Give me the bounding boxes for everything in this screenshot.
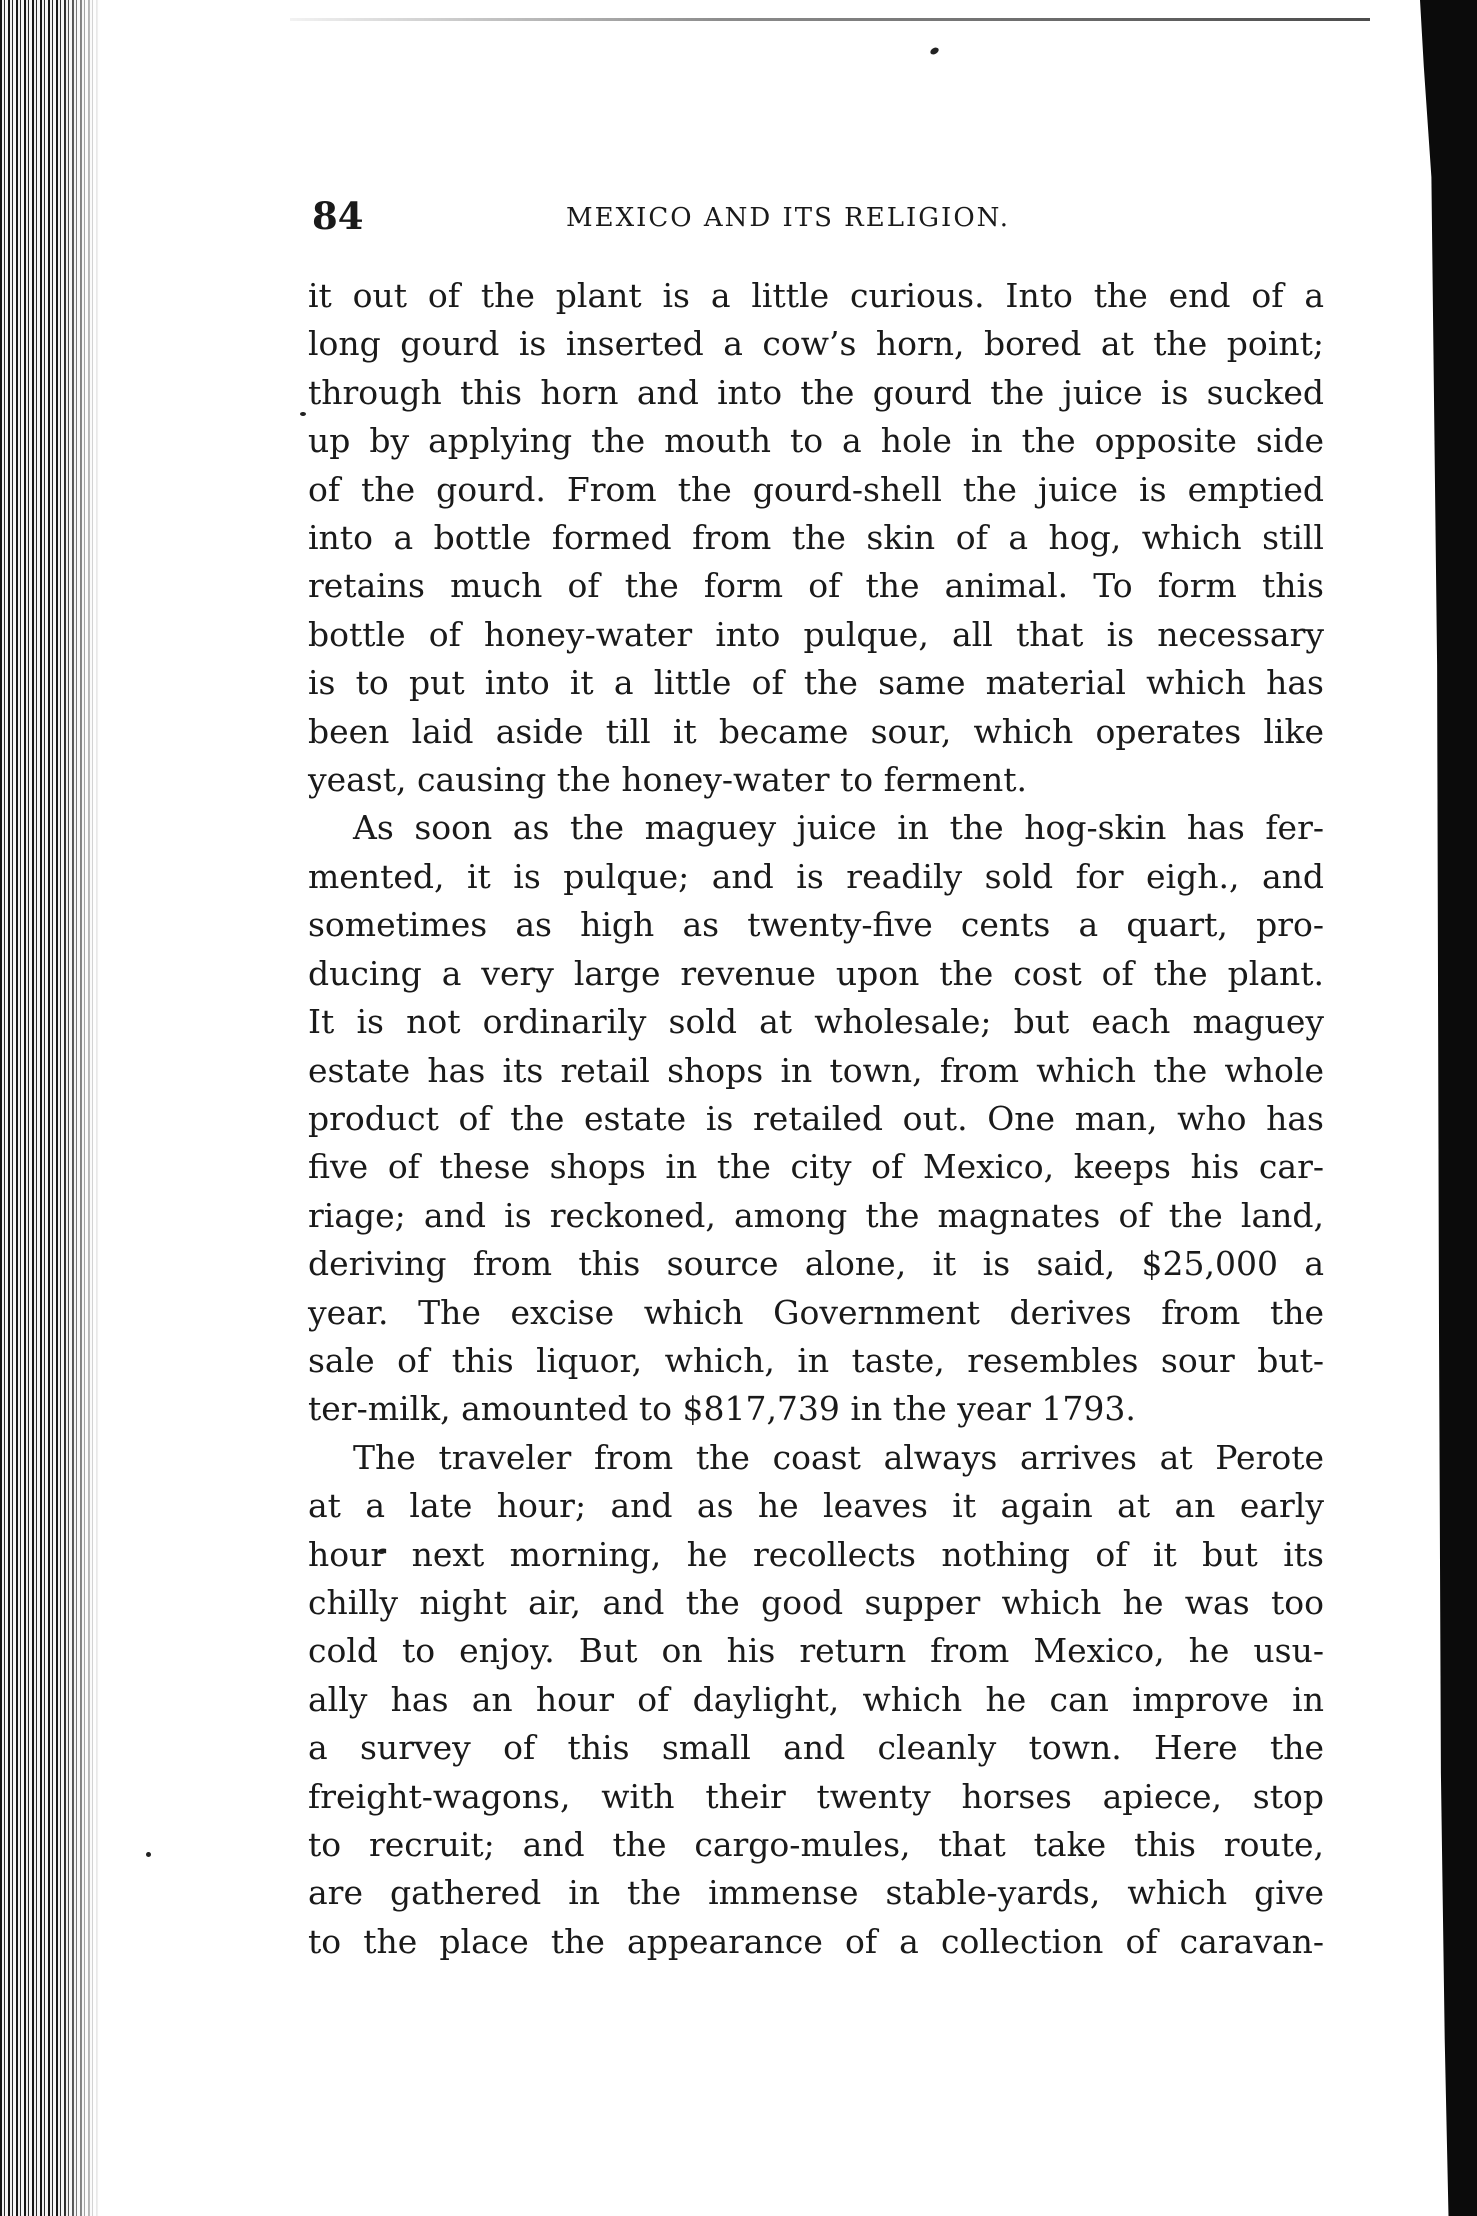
text-line: hour next morning, he recollects nothing of it but its — [308, 1534, 1324, 1574]
text-line: product of the estate is retailed out. One man, who has — [308, 1098, 1324, 1138]
text-line: five of these shops in the city of Mexico, keeps his car- — [308, 1147, 1324, 1187]
text-line: been laid aside till it became sour, which operates like — [308, 711, 1324, 751]
text-line: at a late hour; and as he leaves it again at an early — [308, 1486, 1324, 1526]
running-head: MEXICO AND ITS RELIGION. — [566, 203, 1010, 233]
text-line: riage; and is reckoned, among the magnates of the land, — [308, 1195, 1324, 1235]
ink-speck — [929, 46, 940, 56]
page-top-edge — [290, 18, 1370, 21]
text-line: it out of the plant is a little curious. Into the end of a — [308, 276, 1324, 315]
text-line: year. The excise which Government derives from the — [308, 1292, 1324, 1332]
text-line: retains much of the form of the animal. To form this — [308, 566, 1324, 606]
page-edge-shadow — [1382, 0, 1477, 2216]
page-number: 84 — [312, 194, 364, 238]
text-line: The traveler from the coast always arrives at Perote — [353, 1437, 1324, 1477]
text-line: It is not ordinarily sold at wholesale; but each maguey — [308, 1002, 1324, 1042]
text-line: bottle of honey-water into pulque, all that is necessary — [308, 614, 1324, 654]
text-line: deriving from this source alone, it is said, $25,000 a — [308, 1244, 1324, 1284]
page-header — [312, 190, 1322, 242]
text-line: sale of this liquor, which, in taste, resembles sour but- — [308, 1340, 1324, 1380]
text-line: ducing a very large revenue upon the cost of the plant. — [308, 953, 1324, 993]
book-binding-edge — [0, 0, 100, 2216]
text-line: yeast, causing the honey-water to ferment. — [308, 760, 1027, 800]
text-line: a survey of this small and cleanly town. Here the — [308, 1728, 1324, 1768]
text-line: sometimes as high as twenty-five cents a quart, pro- — [308, 905, 1324, 945]
body-text — [308, 272, 1324, 1966]
text-line: is to put into it a little of the same material which has — [308, 663, 1324, 703]
text-line: mented, it is pulque; and is readily sold for eigh., and — [308, 856, 1324, 896]
text-line: into a bottle formed from the skin of a hog, which still — [308, 518, 1324, 558]
text-line: chilly night air, and the good supper which he was too — [308, 1582, 1324, 1622]
text-line: up by applying the mouth to a hole in the opposite side — [308, 421, 1324, 461]
text-line: to recruit; and the cargo-mules, that take this route, — [308, 1825, 1324, 1864]
text-line: cold to enjoy. But on his return from Mexico, he usu- — [308, 1631, 1324, 1671]
text-line: long gourd is inserted a cow’s horn, bored at the point; — [308, 324, 1324, 364]
text-line: freight-wagons, with their twenty horses apiece, stop — [308, 1776, 1324, 1816]
text-line: of the gourd. From the gourd-shell the juice is emptied — [308, 469, 1324, 509]
ink-speck — [300, 412, 306, 416]
text-line: As soon as the maguey juice in the hog-skin has fer- — [353, 808, 1324, 848]
text-line: to the place the appearance of a collection of caravan- — [308, 1921, 1324, 1961]
text-line: through this horn and into the gourd the juice is sucked — [308, 372, 1324, 412]
text-line: estate has its retail shops in town, from which the whole — [308, 1050, 1324, 1090]
ink-speck — [146, 1852, 151, 1857]
text-line: are gathered in the immense stable-yards, which give — [308, 1873, 1324, 1913]
text-line: ally has an hour of daylight, which he can improve in — [308, 1679, 1324, 1719]
text-line: ter-milk, amounted to $817,739 in the year 1793. — [308, 1389, 1136, 1429]
